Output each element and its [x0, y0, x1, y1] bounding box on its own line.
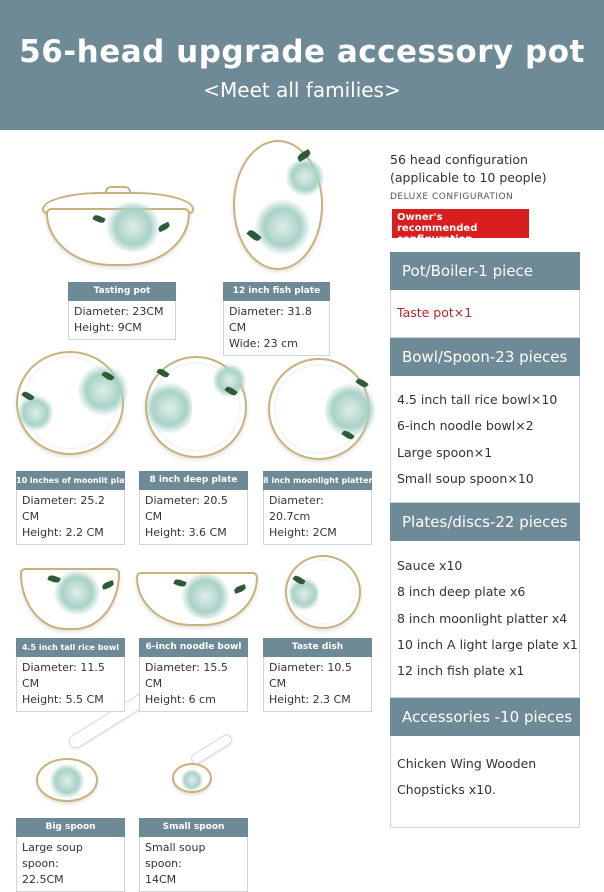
list-item: Large spoon×1 — [397, 445, 493, 460]
product-dims: Diameter: 20.5 CM Height: 3.6 CM — [139, 490, 248, 545]
config-title: 56 head configuration (applicable to 10 people) — [390, 152, 547, 185]
deep-plate-image — [145, 356, 247, 458]
product-label: 8 inch moonlight platter — [263, 471, 372, 490]
product-dims: Diameter: 25.2 CM Height: 2.2 CM — [16, 490, 125, 545]
product-label: 10 inches of moonlit plate — [16, 471, 125, 490]
product-dims: Diameter: 31.8 CM Wide: 23 cm — [223, 301, 330, 356]
product-dims: Diameter: 10.5 CM Height: 2.3 CM — [263, 657, 372, 712]
moonlight-platter-image — [268, 358, 370, 460]
product-dims: Diameter: 11.5 CM Height: 5.5 CM — [16, 657, 125, 712]
list-item: Sauce x10 — [397, 558, 463, 573]
list-item: Chicken Wing Wooden — [397, 756, 537, 771]
pot-body — [46, 208, 190, 266]
product-label: Small spoon — [139, 818, 248, 837]
config-subtitle: DELUXE CONFIGURATION — [390, 192, 514, 202]
section-list-accessories — [390, 736, 580, 828]
section-list-plates — [390, 541, 580, 698]
list-item: Taste pot×1 — [397, 305, 473, 320]
recommend-badge: Owner's recommended configuration — [392, 209, 529, 238]
list-item: 8 inch moonlight platter x4 — [397, 611, 568, 626]
list-item: 8 inch deep plate x6 — [397, 584, 526, 599]
rice-bowl-image — [20, 568, 120, 630]
section-header-bowl-spoon: Bowl/Spoon-23 pieces — [390, 338, 580, 376]
product-label: 12 inch fish plate — [223, 282, 330, 301]
product-label: 6-inch noodle bowl — [139, 638, 248, 657]
product-label: Tasting pot — [68, 282, 176, 301]
list-item: Chopsticks x10. — [397, 782, 496, 797]
section-header-pot: Pot/Boiler-1 piece — [390, 252, 580, 290]
product-label: 4.5 inch tall rice bowl — [16, 638, 125, 657]
product-label: Taste dish — [263, 638, 372, 657]
product-label: Big spoon — [16, 818, 125, 837]
taste-dish-image — [285, 555, 361, 629]
list-item: 6-inch noodle bowl×2 — [397, 418, 534, 433]
product-dims: Diameter: 15.5 CM Height: 6 cm — [139, 657, 248, 712]
product-dims: Large soup spoon: 22.5CM — [16, 837, 125, 892]
product-dims: Small soup spoon: 14CM — [139, 837, 248, 892]
product-label: 8 inch deep plate — [139, 471, 248, 490]
product-dims: Diameter: 20.7cm Height: 2CM — [263, 490, 372, 545]
section-header-accessories: Accessories -10 pieces — [390, 698, 580, 736]
moonlit-plate-image — [16, 351, 124, 455]
list-item: 12 inch fish plate x1 — [397, 663, 525, 678]
page-subtitle: <Meet all families> — [203, 78, 401, 102]
list-item: 4.5 inch tall rice bowl×10 — [397, 392, 558, 407]
section-list-bowl-spoon — [390, 376, 580, 503]
product-dims: Diameter: 23CM Height: 9CM — [68, 301, 176, 340]
list-item: Small soup spoon×10 — [397, 471, 534, 486]
noodle-bowl-image — [136, 572, 258, 626]
section-list-pot — [390, 290, 580, 338]
fish-plate-image — [233, 140, 323, 270]
list-item: 10 inch A light large plate x1 — [397, 637, 578, 652]
section-header-plates: Plates/discs-22 pieces — [390, 503, 580, 541]
page-title: 56-head upgrade accessory pot — [19, 34, 585, 70]
header-banner — [0, 0, 604, 130]
